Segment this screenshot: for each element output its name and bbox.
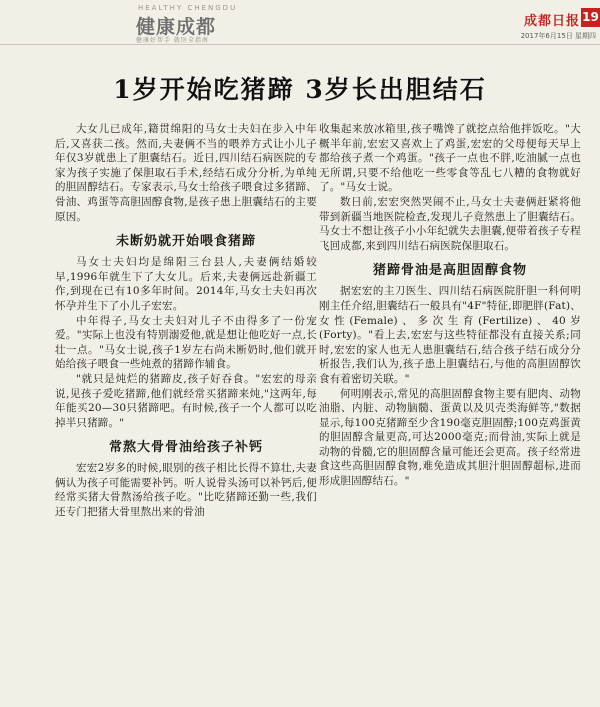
paragraph: 数日前,宏宏突然哭闹不止,马女士夫妻俩赶紧将他带到新疆当地医院检查,发现儿子竟然患上了胆囊结石。马女士不想让孩子小小年纪就失去胆囊,便带着孩子专程飞回成都,来到四川结石病医院保胆取石。 [319, 195, 581, 252]
paragraph: 何明刚表示,常见的高胆固醇食物主要有肥肉、动物油脂、内脏、动物脑髓、蛋黄以及贝壳类海鲜等,"数据显示,每100克猪蹄至少含190毫克胆固醇;100克鸡蛋黄的胆固醇含量更高,可达2000毫克;而骨油,实际上就是动物的骨髓,它的胆固醇含量可能还会更高。孩子经常进食这些高胆固醇食物,难免造成其胆汁胆固醇超标,进而形成胆固醇结石。" [319, 387, 581, 488]
paragraph: 中年得子,马女士夫妇对儿子不由得多了一份宠爱。"实际上也没有特别溺爱他,就是想让他吃好一点,长壮一点。"马女士说,孩子1岁左右尚未断奶时,他们就开始给孩子喂食一些炖煮的猪蹄作辅食。 [55, 314, 317, 371]
section-slogan: 健康好帮手 就医全指南 [136, 37, 209, 44]
page-number: 19 [581, 8, 600, 27]
article-column-left [55, 122, 317, 520]
subheading: 未断奶就开始喂食猪蹄 [115, 234, 256, 250]
issue-date: 2017年6月15日 星期四 [520, 32, 596, 40]
paragraph: "就只是炖烂的猪蹄皮,孩子好吞食。"宏宏的母亲说,见孩子爱吃猪蹄,他们就经常买猪蹄来炖,"这两年,每年能买20—30只猪蹄吧。有时候,孩子一个人都可以吃掉半只猪蹄。" [55, 372, 317, 429]
paragraph: 宏宏2岁多的时候,眼别的孩子相比长得不算壮,夫妻俩认为孩子可能需要补钙。听人说骨头汤可以补钙后,便经常买猪大骨熬汤给孩子吃。"比吃猪蹄还勤一些,我们还专门把猪大骨里熬出来的骨油 [55, 462, 317, 519]
subheading: 常熬大骨骨油给孩子补钙 [108, 440, 263, 456]
subheading: 猪蹄骨油是高胆固醇食物 [372, 263, 527, 279]
paragraph: 据宏宏的主刀医生、四川结石病医院肝胆一科何明刚主任介绍,胆囊结石一般具有"4F"特征,即肥胖(Fat)、女性(Female)、多次生育(Fertilize)、40岁(Forty)。"看上去,宏宏与这些特征都没有直接关系;同时,宏宏的家人也无人患胆囊结石,结合孩子结石成分分析报告,我们认为,孩子患上胆囊结石,与他的高胆固醇饮食有着密切关联。" [319, 285, 581, 385]
paragraph: 马女士夫妇均是绵阳三台县人,夫妻俩结婚较早,1996年就生下了大女儿。后来,夫妻俩远赴新疆工作,到现在已有10多年时间。2014年,马女士夫妇再次怀孕并生下了小儿子宏宏。 [55, 256, 317, 312]
article-headline: 1岁开始吃猪蹄 3岁长出胆结石 [113, 75, 487, 104]
masthead-divider [0, 44, 600, 45]
newspaper-brand: 成都日报 [523, 14, 580, 29]
section-title: 健康成都 [136, 16, 217, 38]
section-english-title: HEALTHY CHENGDU [138, 4, 238, 12]
paragraph: 大女儿已成年,籍贯绵阳的马女士夫妇在步入中年后,又喜获二孩。然而,夫妻俩不当的喂养方式让小儿子年仅3岁就患上了胆囊结石。近日,四川结石病医院的专家为孩子实施了保胆取石手术,经结石成分分析,为单纯的胆固醇结石。专家表示,马女士给孩子喂食过多猪蹄、骨油、鸡蛋等高胆固醇食物,是孩子患上胆囊结石的主要原因。 [55, 123, 317, 223]
article-column-right [319, 122, 581, 489]
masthead [0, 0, 600, 42]
paragraph: 收集起来放冰箱里,孩子嘴馋了就挖点给他拌饭吃。"大概半年前,宏宏又喜欢上了鸡蛋,宏宏的父母便每天早上都给孩子煮一个鸡蛋。"孩子一点也不胖,吃油腻一点也无所谓,只要不给他吃一些零食等乱七八糟的食物就好了。"马女士说。 [319, 123, 581, 194]
